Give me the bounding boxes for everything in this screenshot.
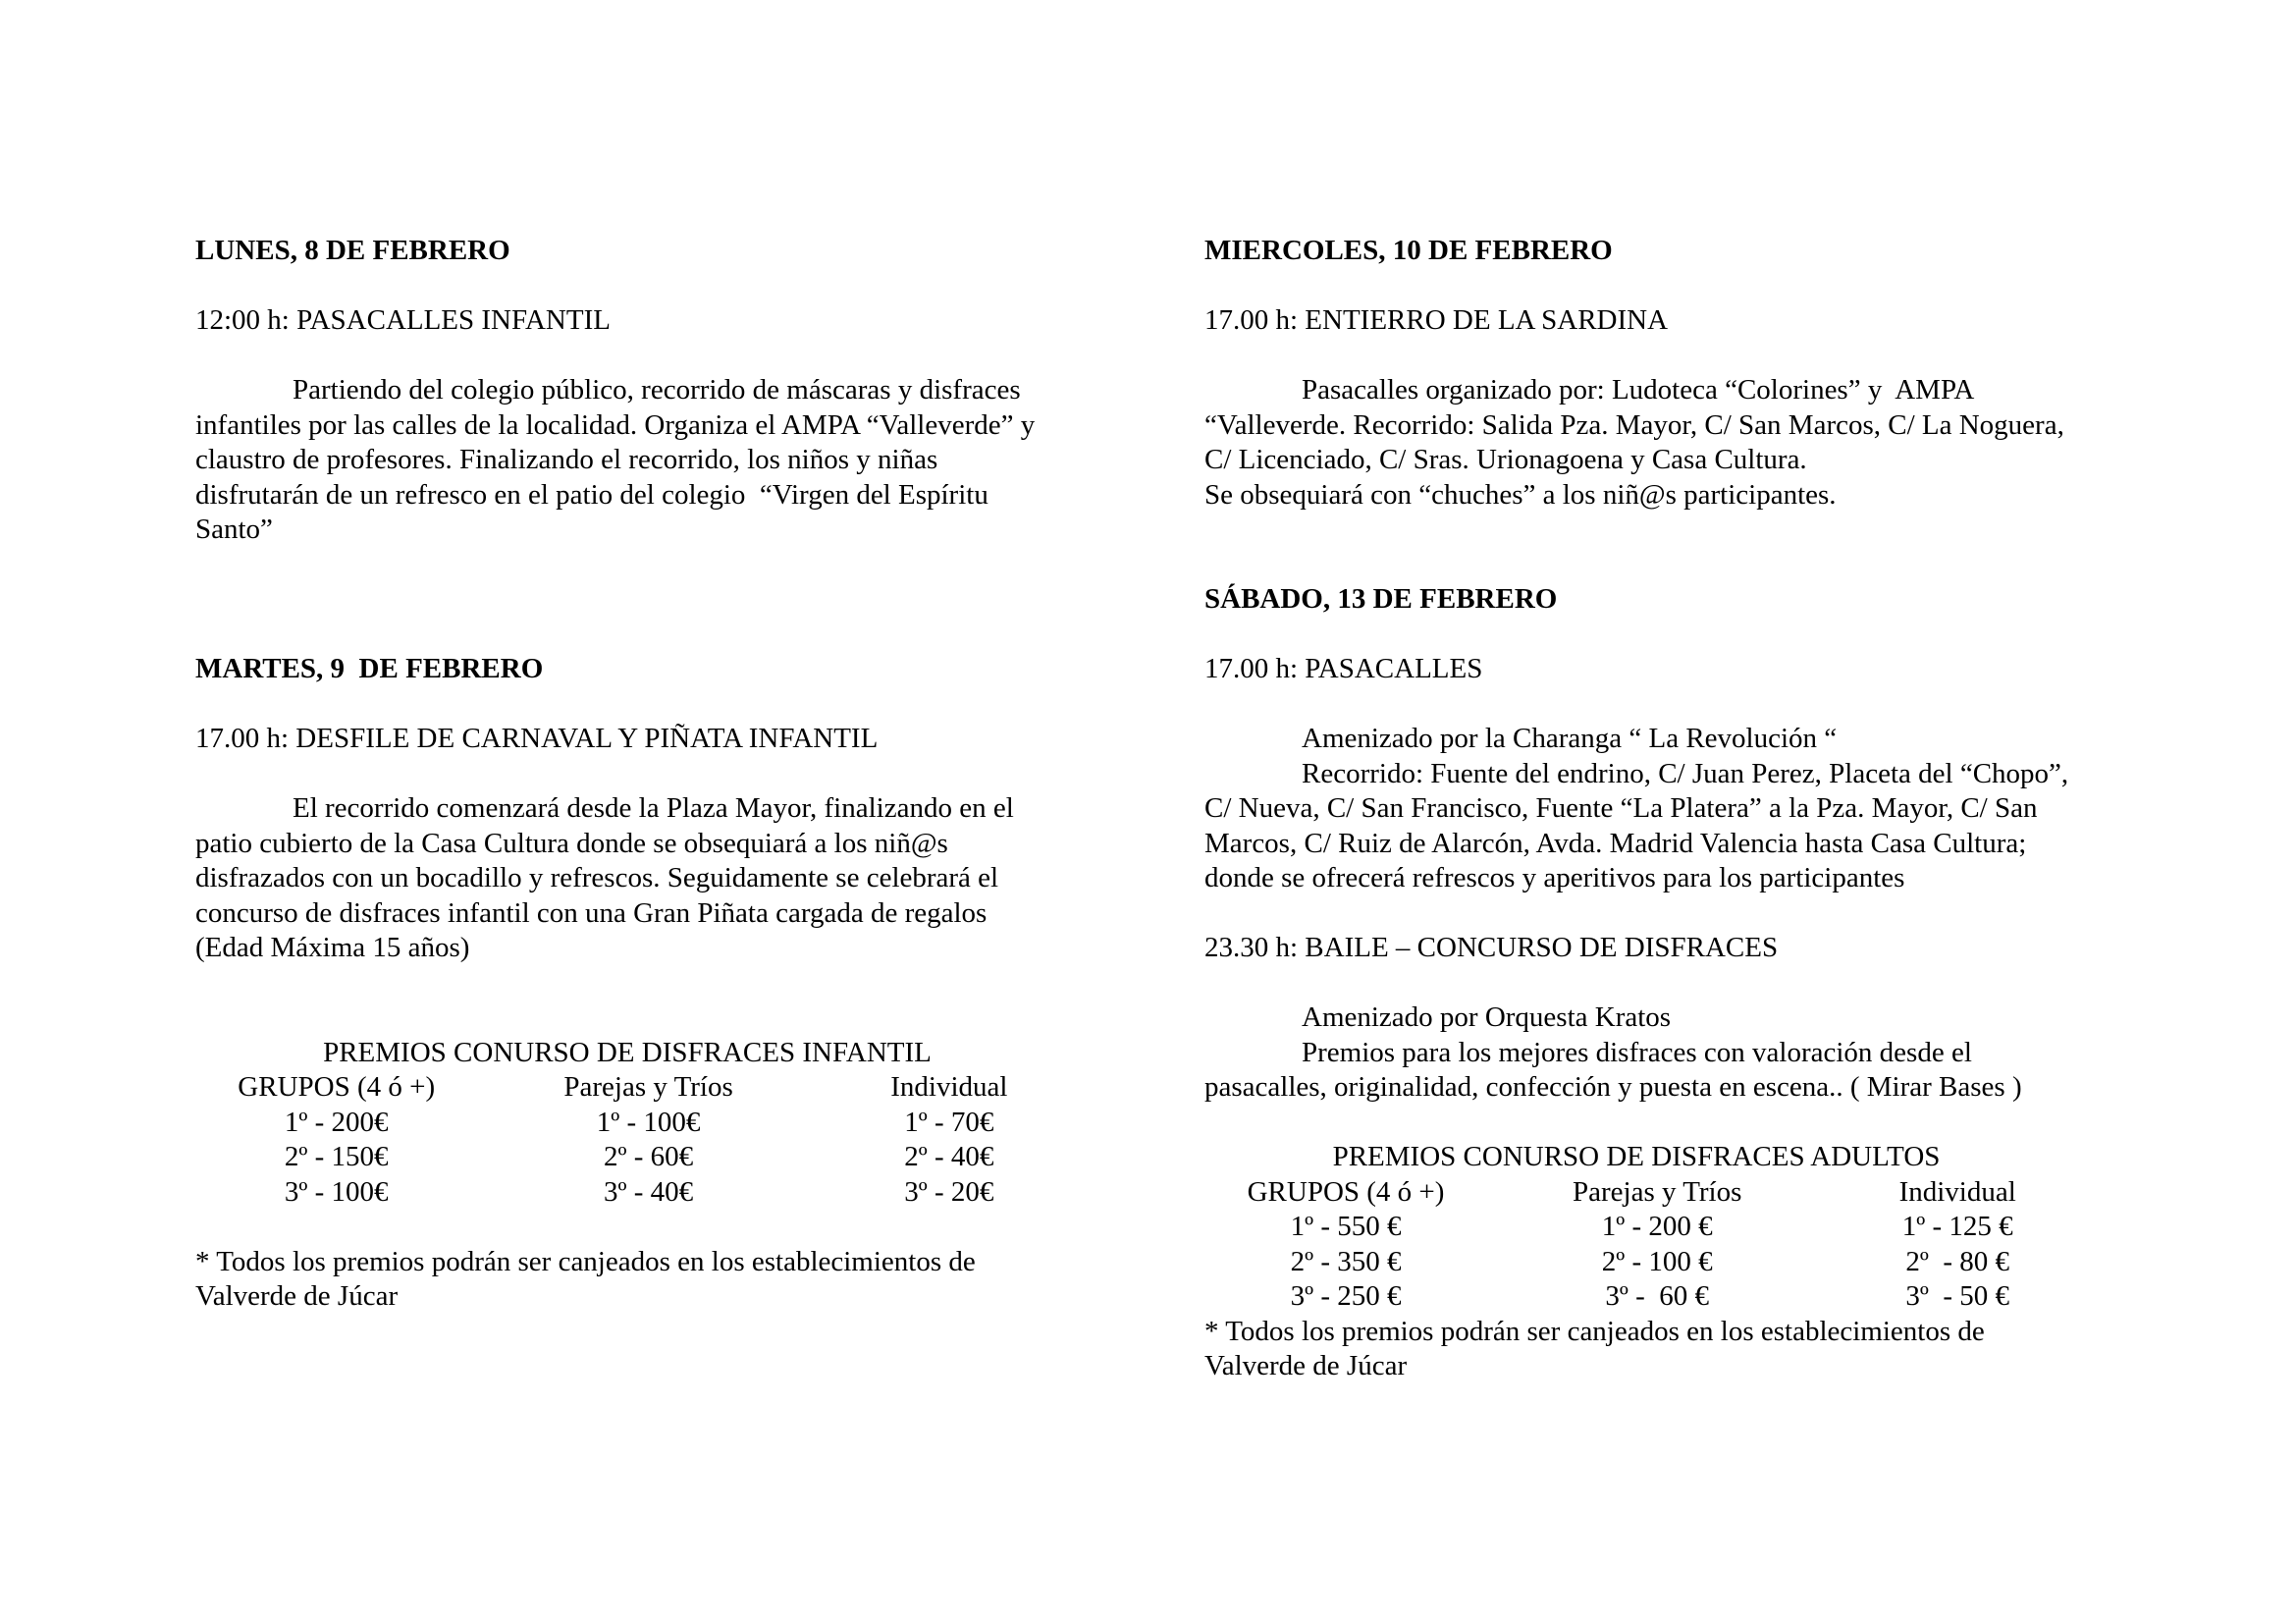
note-line: * Todos los premios podrán ser canjeados en los establecimientos de xyxy=(195,1245,976,1277)
table-cell: 1º - 125 € xyxy=(1901,1211,2013,1242)
column-header-grupos: GRUPOS (4 ó +) xyxy=(1247,1175,1445,1208)
table-cell: 3º - 50 € xyxy=(1905,1280,2009,1312)
column-header-individual: Individual xyxy=(890,1071,1008,1103)
description-line: patio cubierto de la Casa Cultura donde se obsequiará a los niñ@s xyxy=(195,827,948,859)
description-line: donde se ofrecerá refrescos y aperitivos para los participantes xyxy=(1204,862,1905,893)
table-cell: 3º - 20€ xyxy=(904,1175,994,1208)
prizes-table-infantil xyxy=(215,1070,1059,1210)
table-header-row xyxy=(1224,1175,2068,1211)
description-line: Amenizado por la Charanga “ La Revolución “ xyxy=(1302,723,1838,754)
description-line: claustro de profesores. Finalizando el recorrido, los niños y niñas xyxy=(195,444,938,475)
description-line: disfrazados con un bocadillo y refrescos. Seguidamente se celebrará el xyxy=(195,862,999,893)
event-description-lunes xyxy=(195,373,1059,548)
description-line: “Valleverde. Recorrido: Salida Pza. Mayor, C/ San Marcos, C/ La Noguera, xyxy=(1204,408,2064,441)
table-header-row xyxy=(215,1070,1059,1106)
table-cell: 1º - 200 € xyxy=(1601,1211,1713,1242)
description-line: Marcos, C/ Ruiz de Alarcón, Avda. Madrid Valencia hasta Casa Cultura; xyxy=(1204,827,2027,859)
description-line: Recorrido: Fuente del endrino, C/ Juan Perez, Placeta del “Chopo”, xyxy=(1302,757,2069,789)
description-line: Se obsequiará con “chuches” a los niñ@s participantes. xyxy=(1204,478,1837,511)
note-line: Valverde de Júcar xyxy=(1204,1350,1408,1381)
day-heading-sabado: SÁBADO, 13 DE FEBRERO xyxy=(1204,583,1558,615)
column-header-parejas: Parejas y Tríos xyxy=(563,1071,733,1103)
description-line: infantiles por las calles de la localidad. Organiza el AMPA “Valleverde” y xyxy=(195,408,1036,441)
description-line: Partiendo del colegio público, recorrido de máscaras y disfraces xyxy=(293,374,1021,406)
table-row xyxy=(1224,1210,2068,1245)
description-line: Santo” xyxy=(195,514,273,545)
table-cell: 2º - 150€ xyxy=(284,1141,389,1172)
event-title-pasacalles-infantil: 12:00 h: PASACALLES INFANTIL xyxy=(195,304,611,336)
right-column xyxy=(1204,234,2068,1384)
table-row xyxy=(1224,1279,2068,1315)
prizes-infantil xyxy=(195,1036,1059,1315)
prizes-adultos xyxy=(1204,1140,2068,1384)
day-heading-martes: MARTES, 9 DE FEBRERO xyxy=(195,653,544,684)
column-header-parejas: Parejas y Tríos xyxy=(1572,1175,1742,1208)
table-cell: 2º - 40€ xyxy=(904,1141,994,1172)
table-cell: 2º - 100 € xyxy=(1601,1245,1713,1277)
table-cell: 2º - 60€ xyxy=(604,1141,694,1172)
description-line: El recorrido comenzará desde la Plaza Mayor, finalizando en el xyxy=(293,792,1014,824)
day-heading-lunes: LUNES, 8 DE FEBRERO xyxy=(195,235,510,266)
event-description-pasacalles xyxy=(1204,722,2068,896)
day-heading-miercoles: MIERCOLES, 10 DE FEBRERO xyxy=(1204,235,1613,266)
description-line: C/ Nueva, C/ San Francisco, Fuente “La Platera” a la Pza. Mayor, C/ San xyxy=(1204,792,2038,824)
description-line: Amenizado por Orquesta Kratos xyxy=(1302,1001,1672,1033)
table-cell: 3º - 60 € xyxy=(1605,1280,1710,1312)
table-cell: 3º - 100€ xyxy=(284,1175,389,1208)
prizes-table-adultos xyxy=(1224,1175,2068,1315)
event-description-miercoles xyxy=(1204,373,2068,513)
section-sabado xyxy=(1204,582,2068,1106)
table-row xyxy=(1224,1245,2068,1280)
section-lunes xyxy=(195,234,1059,548)
description-line: pasacalles, originalidad, confección y puesta en escena.. ( Mirar Bases ) xyxy=(1204,1071,2022,1103)
event-description-martes xyxy=(195,791,1059,966)
table-cell: 1º - 100€ xyxy=(596,1106,701,1138)
note-line: * Todos los premios podrán ser canjeados en los establecimientos de xyxy=(1204,1315,1985,1347)
prizes-note-infantil xyxy=(195,1245,1059,1315)
table-cell: 2º - 80 € xyxy=(1905,1245,2009,1277)
table-cell: 1º - 550 € xyxy=(1290,1211,1402,1242)
table-cell: 3º - 40€ xyxy=(604,1175,694,1208)
table-row xyxy=(215,1106,1059,1141)
event-title-desfile-carnaval: 17.00 h: DESFILE DE CARNAVAL Y PIÑATA INFANTIL xyxy=(195,723,879,754)
event-title-pasacalles: 17.00 h: PASACALLES xyxy=(1204,653,1483,684)
table-cell: 1º - 70€ xyxy=(904,1106,994,1138)
event-description-baile xyxy=(1204,1001,2068,1106)
description-line: (Edad Máxima 15 años) xyxy=(195,932,470,963)
event-title-entierro-sardina: 17.00 h: ENTIERRO DE LA SARDINA xyxy=(1204,304,1669,336)
description-line: concurso de disfraces infantil con una Gran Piñata cargada de regalos xyxy=(195,896,988,929)
description-line: Pasacalles organizado por: Ludoteca “Colorines” y AMPA xyxy=(1302,374,1975,406)
table-cell: 3º - 250 € xyxy=(1290,1280,1402,1312)
table-cell: 1º - 200€ xyxy=(284,1106,389,1138)
prizes-title-infantil: PREMIOS CONURSO DE DISFRACES INFANTIL xyxy=(323,1036,932,1068)
table-row xyxy=(215,1175,1059,1211)
table-cell: 2º - 350 € xyxy=(1290,1245,1402,1277)
left-column xyxy=(195,234,1059,1315)
description-line: C/ Licenciado, C/ Sras. Urionagoena y Casa Cultura. xyxy=(1204,444,1807,475)
column-header-grupos: GRUPOS (4 ó +) xyxy=(238,1071,436,1103)
event-title-baile-concurso: 23.30 h: BAILE – CONCURSO DE DISFRACES xyxy=(1204,932,1779,963)
section-miercoles xyxy=(1204,234,2068,513)
note-line: Valverde de Júcar xyxy=(195,1280,399,1312)
section-martes xyxy=(195,652,1059,966)
table-row xyxy=(215,1140,1059,1175)
prizes-title-adultos: PREMIOS CONURSO DE DISFRACES ADULTOS xyxy=(1332,1141,1941,1172)
column-header-individual: Individual xyxy=(1898,1175,2016,1208)
description-line: disfrutarán de un refresco en el patio del colegio “Virgen del Espíritu xyxy=(195,478,988,511)
description-line: Premios para los mejores disfraces con valoración desde el xyxy=(1302,1036,1972,1068)
prizes-note-adultos xyxy=(1204,1315,2068,1384)
